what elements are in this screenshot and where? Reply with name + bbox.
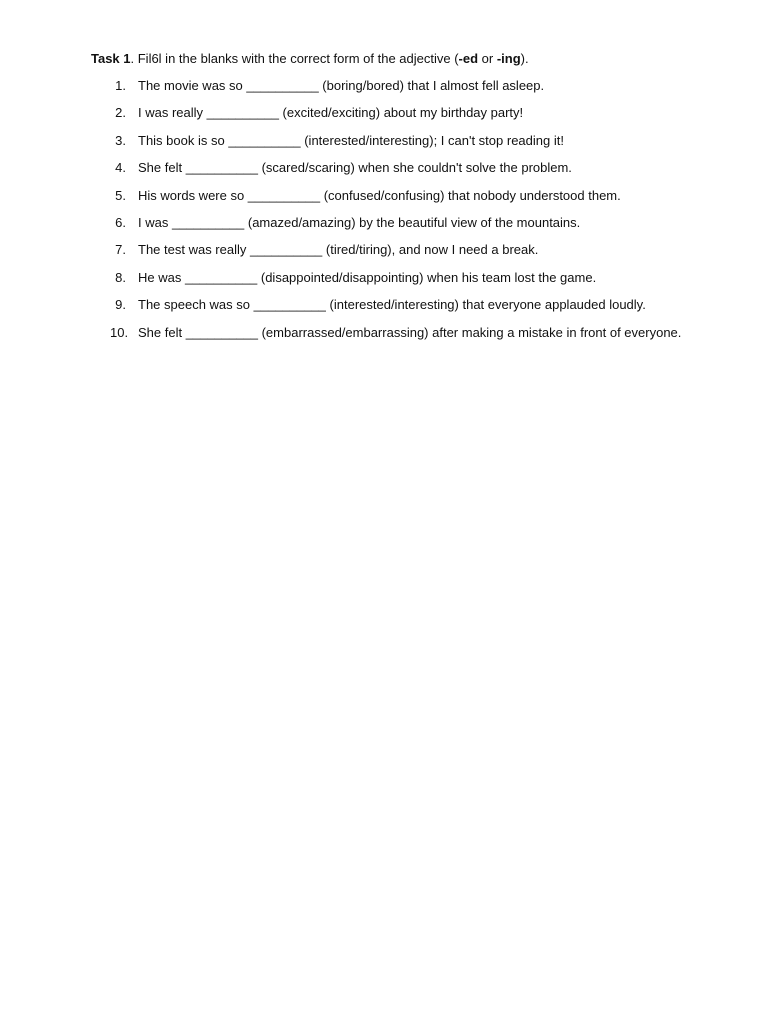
item-text: She felt __________ (embarrassed/embarrassing) after making a mistake in front of everyone. — [138, 324, 682, 340]
task-heading — [91, 50, 529, 68]
item-number: 4. — [115, 160, 126, 176]
item-number: 9. — [115, 297, 126, 313]
item-number: 2. — [115, 105, 126, 121]
item-number: 3. — [115, 132, 126, 148]
task-instruction-end: ). — [520, 51, 529, 66]
item-text: This book is so __________ (interested/interesting); I can't stop reading it! — [138, 132, 564, 148]
item-number: 8. — [115, 269, 126, 285]
item-text: The movie was so __________ (boring/bored) that I almost fell asleep. — [138, 78, 545, 93]
item-text: The test was really __________ (tired/tiring), and now I need a break. — [138, 242, 539, 258]
item-text: The speech was so __________ (interested/interesting) that everyone applauded loudly. — [138, 297, 646, 313]
task-instruction-start: . Fil6l in the blanks with the correct form of the adjective ( — [130, 51, 459, 66]
item-text: His words were so __________ (confused/confusing) that nobody understood them. — [138, 187, 621, 203]
item-text: I was really __________ (excited/exciting) about my birthday party! — [138, 105, 524, 121]
item-number: 6. — [115, 214, 126, 230]
ed-suffix: -ed — [458, 51, 479, 66]
task-label: Task 1 — [91, 51, 131, 66]
item-text: He was __________ (disappointed/disappointing) when his team lost the game. — [138, 269, 597, 285]
item-number: 7. — [115, 242, 126, 258]
item-number: 10. — [110, 324, 129, 340]
item-number: 5. — [115, 187, 126, 203]
item-text: I was __________ (amazed/amazing) by the beautiful view of the mountains. — [138, 214, 581, 230]
or-word: or — [478, 51, 497, 66]
item-text: She felt __________ (scared/scaring) when she couldn't solve the problem. — [138, 160, 572, 176]
item-number: 1. — [115, 78, 126, 93]
ing-suffix: -ing — [496, 51, 521, 66]
